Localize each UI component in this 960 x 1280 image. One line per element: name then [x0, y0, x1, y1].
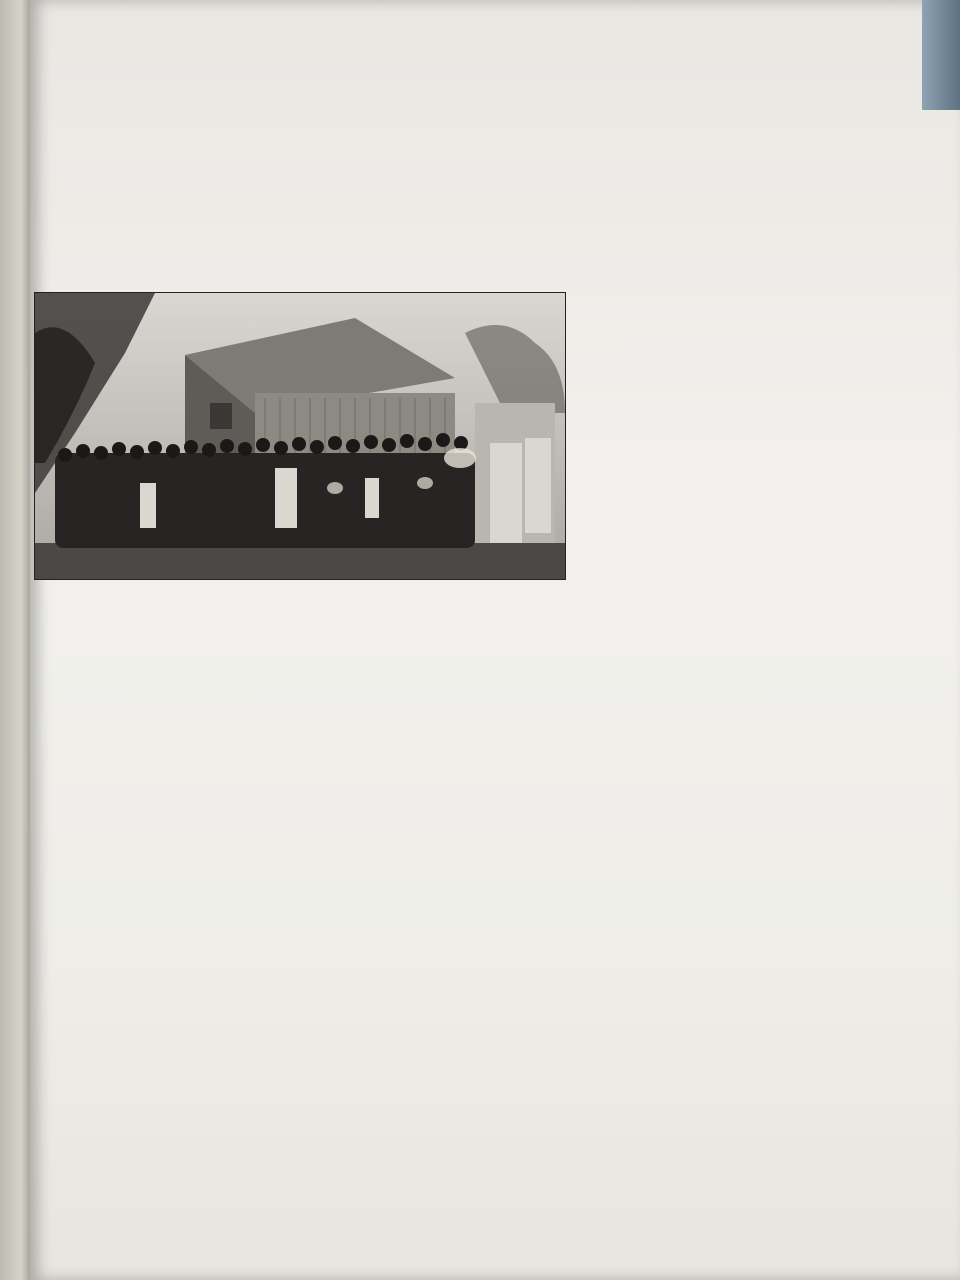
facing-page-edge [0, 0, 30, 1280]
book-page [30, 0, 960, 1280]
cover-edge [922, 0, 960, 110]
historical-photo [34, 292, 566, 580]
